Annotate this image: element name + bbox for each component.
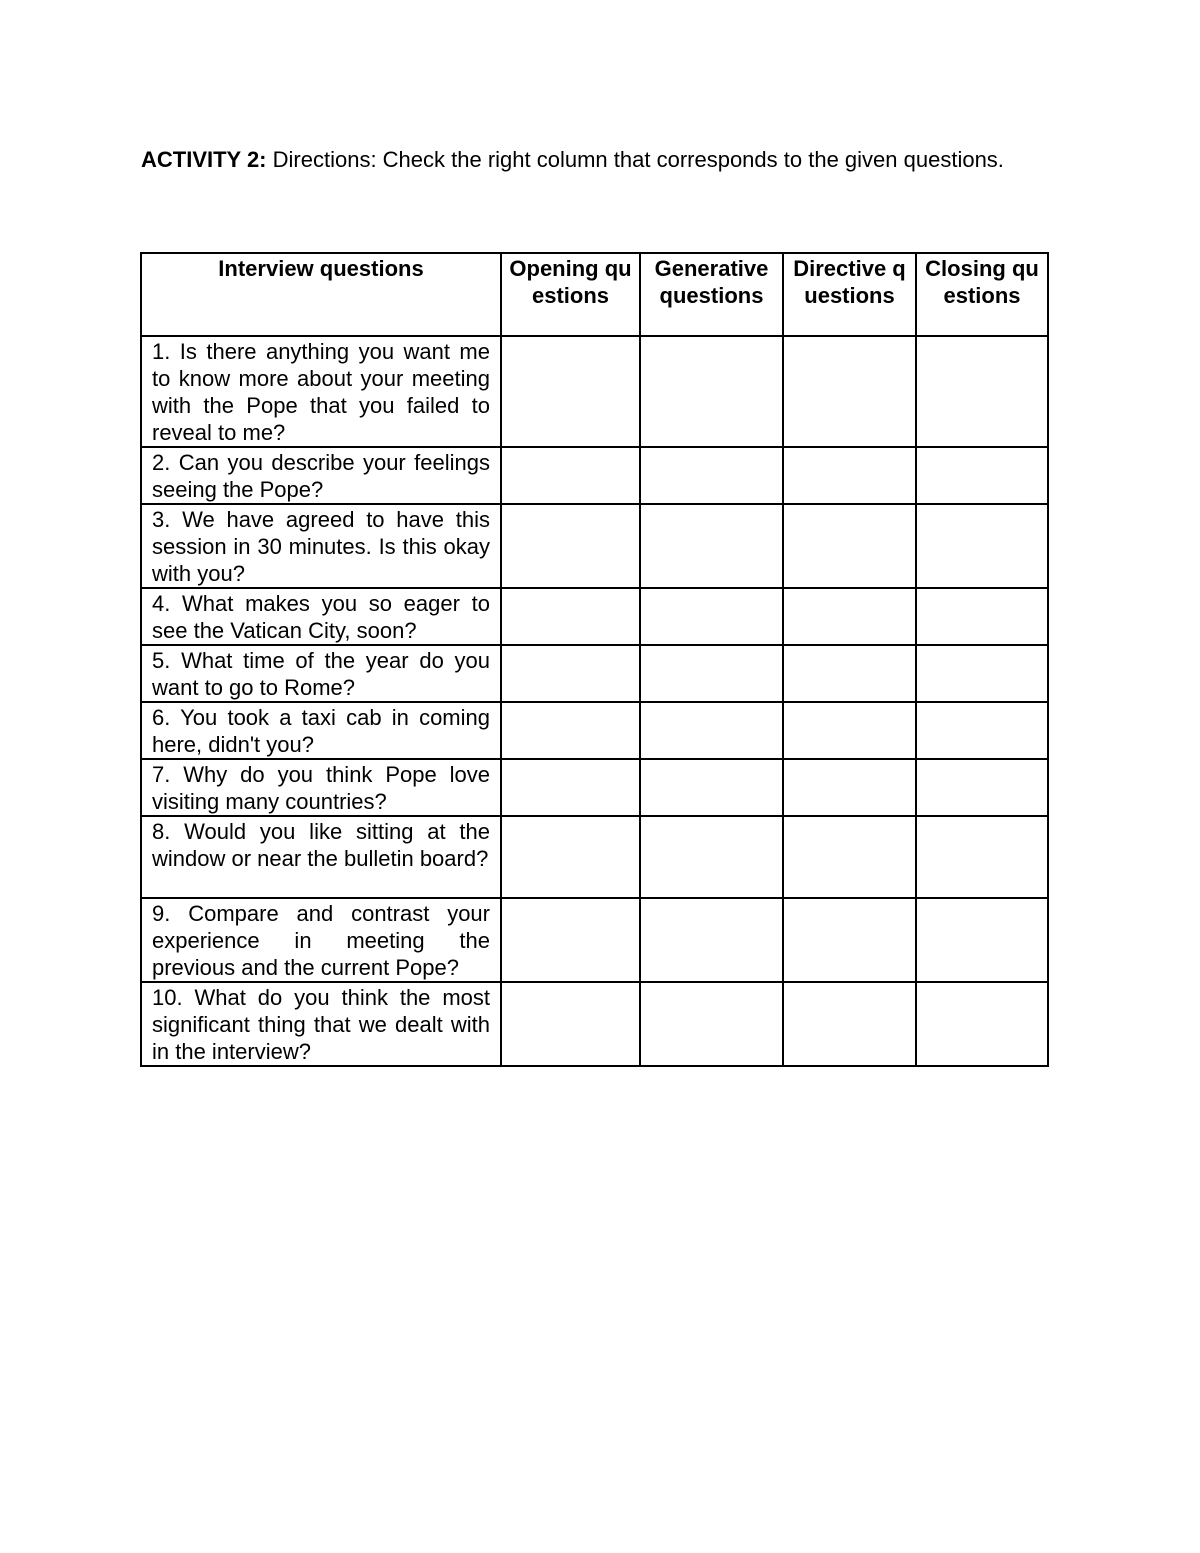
question-cell: 9. Compare and contrast your experience in meeting the previous and the current Pope? (141, 898, 501, 982)
closing-check-cell[interactable] (916, 898, 1048, 982)
closing-check-cell[interactable] (916, 447, 1048, 504)
generative-check-cell[interactable] (640, 702, 783, 759)
table-row (141, 504, 1048, 588)
table-row (141, 759, 1048, 816)
generative-check-cell[interactable] (640, 645, 783, 702)
header-opening-questions: Opening questions (501, 253, 640, 336)
directive-check-cell[interactable] (783, 504, 916, 588)
directive-check-cell[interactable] (783, 982, 916, 1066)
table-row (141, 982, 1048, 1066)
activity-directions: Directions: Check the right column that corresponds to the given questions. (272, 147, 1004, 172)
opening-check-cell[interactable] (501, 759, 640, 816)
directive-check-cell[interactable] (783, 759, 916, 816)
opening-check-cell[interactable] (501, 982, 640, 1066)
question-cell: 7. Why do you think Pope love visiting many countries? (141, 759, 501, 816)
generative-check-cell[interactable] (640, 447, 783, 504)
table-row (141, 702, 1048, 759)
opening-check-cell[interactable] (501, 588, 640, 645)
opening-check-cell[interactable] (501, 447, 640, 504)
directive-check-cell[interactable] (783, 816, 916, 898)
directive-check-cell[interactable] (783, 588, 916, 645)
generative-check-cell[interactable] (640, 816, 783, 898)
closing-check-cell[interactable] (916, 702, 1048, 759)
opening-check-cell[interactable] (501, 816, 640, 898)
closing-check-cell[interactable] (916, 759, 1048, 816)
question-classification-table (140, 252, 1049, 1067)
opening-check-cell[interactable] (501, 504, 640, 588)
table-row (141, 447, 1048, 504)
closing-check-cell[interactable] (916, 982, 1048, 1066)
activity-label: ACTIVITY 2: (141, 147, 267, 172)
table-row (141, 645, 1048, 702)
table-row (141, 588, 1048, 645)
generative-check-cell[interactable] (640, 898, 783, 982)
header-directive-questions: Directive questions (783, 253, 916, 336)
question-cell: 1. Is there anything you want me to know more about your meeting with the Pope that you failed to reveal to me? (141, 336, 501, 447)
directive-check-cell[interactable] (783, 336, 916, 447)
closing-check-cell[interactable] (916, 336, 1048, 447)
opening-check-cell[interactable] (501, 702, 640, 759)
directive-check-cell[interactable] (783, 447, 916, 504)
generative-check-cell[interactable] (640, 336, 783, 447)
question-cell: 10. What do you think the most significant thing that we dealt with in the interview? (141, 982, 501, 1066)
directive-check-cell[interactable] (783, 702, 916, 759)
generative-check-cell[interactable] (640, 759, 783, 816)
opening-check-cell[interactable] (501, 645, 640, 702)
question-cell: 5. What time of the year do you want to go to Rome? (141, 645, 501, 702)
header-interview-questions: Interview questions (141, 253, 501, 336)
generative-check-cell[interactable] (640, 504, 783, 588)
generative-check-cell[interactable] (640, 588, 783, 645)
closing-check-cell[interactable] (916, 504, 1048, 588)
question-cell: 6. You took a taxi cab in coming here, didn't you? (141, 702, 501, 759)
directive-check-cell[interactable] (783, 645, 916, 702)
question-cell: 4. What makes you so eager to see the Vatican City, soon? (141, 588, 501, 645)
closing-check-cell[interactable] (916, 588, 1048, 645)
table-row (141, 816, 1048, 898)
directive-check-cell[interactable] (783, 898, 916, 982)
question-cell: 8. Would you like sitting at the window or near the bulletin board? (141, 816, 501, 898)
activity-instructions (141, 140, 1057, 180)
generative-check-cell[interactable] (640, 982, 783, 1066)
closing-check-cell[interactable] (916, 816, 1048, 898)
table-header-row (141, 253, 1048, 336)
opening-check-cell[interactable] (501, 898, 640, 982)
question-cell: 3. We have agreed to have this session in 30 minutes. Is this okay with you? (141, 504, 501, 588)
header-closing-questions: Closing questions (916, 253, 1048, 336)
closing-check-cell[interactable] (916, 645, 1048, 702)
opening-check-cell[interactable] (501, 336, 640, 447)
table-row (141, 898, 1048, 982)
table-row (141, 336, 1048, 447)
header-generative-questions: Generative questions (640, 253, 783, 336)
question-cell: 2. Can you describe your feelings seeing the Pope? (141, 447, 501, 504)
